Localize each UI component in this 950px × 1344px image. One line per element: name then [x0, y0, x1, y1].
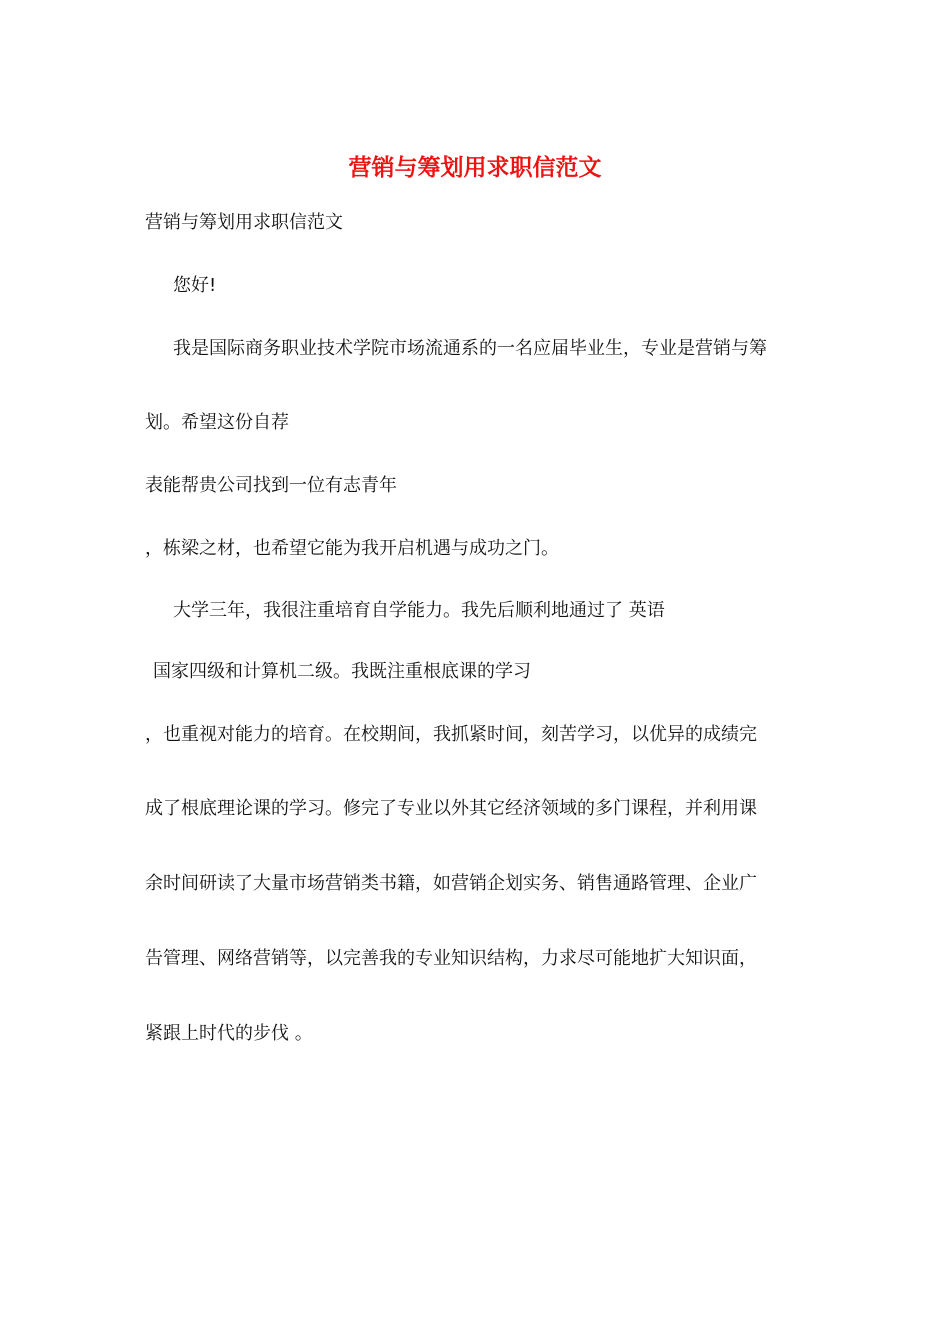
paragraph-line: 余时间研读了大量市场营销类书籍，如营销企划实务、销售通路管理、企业广: [145, 873, 757, 894]
subtitle-line: 营销与筹划用求职信范文: [145, 212, 343, 233]
paragraph-line: 告管理、网络营销等，以完善我的专业知识结构，力求尽可能地扩大知识面，: [145, 948, 757, 969]
document-title: 营销与筹划用求职信范文: [348, 154, 602, 181]
paragraph-line: 成了根底理论课的学习。修完了专业以外其它经济领域的多门课程，并利用课: [145, 798, 757, 819]
paragraph-line: 我是国际商务职业技术学院市场流通系的一名应届毕业生，专业是营销与筹: [173, 338, 767, 359]
greeting-line: 您好!: [173, 275, 217, 296]
paragraph-line: ，栋梁之材，也希望它能为我开启机遇与成功之门。: [145, 538, 559, 559]
paragraph-line: ，也重视对能力的培育。在校期间，我抓紧时间，刻苦学习，以优异的成绩完: [145, 724, 757, 745]
paragraph-line: 国家四级和计算机二级。我既注重根底课的学习: [153, 661, 531, 682]
paragraph-line: 紧跟上时代的步伐 。: [145, 1023, 313, 1044]
paragraph-line: 表能帮贵公司找到一位有志青年: [145, 475, 397, 496]
paragraph-line: 大学三年，我很注重培育自学能力。我先后顺利地通过了 英语: [173, 600, 665, 621]
paragraph-line: 划。希望这份自荐: [145, 412, 289, 433]
